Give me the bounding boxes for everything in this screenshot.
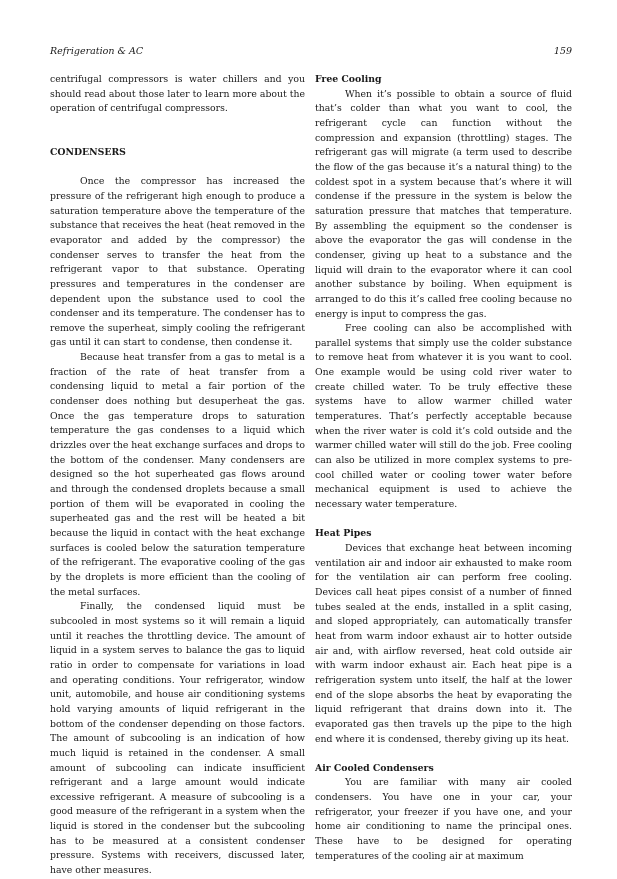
body-paragraph: Devices that exchange heat between incoming ventilation air and indoor air exhausted to make room for the ventilation air can perform free cooling. Devices call heat pipes consist of a number of finned tubes sealed at the ends, installed in a split casing, and sloped appropriately, can automatically transfer heat from warm indoor exhaust air to hotter outside air and, with airflow reversed, heat cold outside air with warm indoor exhaust air. Each heat pipe is a refrigeration system unto itself, the half at the lower end of the slope absorbs the heat by evaporating the liquid refrigerant that drains down into it. The evaporated gas then travels up the pipe to the high end where it is condensed, thereby giving up its heat.: [315, 542, 572, 745]
intro-paragraph: centrifugal compressors is water chillers and you should read about those later to learn more about the operation of centrifugal compressors.: [50, 74, 305, 115]
running-title: Refrigeration & AC: [50, 46, 144, 57]
section-heading-free-cooling: Free Cooling: [315, 74, 382, 85]
section-heading-air-cooled-condensers: Air Cooled Condensers: [315, 762, 434, 774]
section-heading-condensers: CONDENSERS: [50, 146, 126, 158]
page-number: 159: [553, 46, 572, 57]
section-heading-heat-pipes: Heat Pipes: [315, 528, 372, 540]
body-paragraph: Once the compressor has increased the pressure of the refrigerant high enough to produce a saturation temperature above the temperature of the substance that receives the heat (heat removed in the evaporator and added by the compressor) the condenser serves to transfer the heat from the refrigerant vapor to that substance. Operating pressures and temperatures in the condenser are dependent upon the substance used to cool the condenser and its temperature. The condenser has to remove the superheat, simply cooling the refrigerant gas until it can start to condense, then condense it.: [50, 176, 305, 349]
body-paragraph: Free cooling can also be accomplished with parallel systems that simply use the colder substance to remove heat from whatever it is you want to cool. One example would be using cold river water to create chilled water. To be truly effective these systems have to allow warmer chilled water temperatures. That’s perfectly acceptable because when the river water is cold it’s cold outside and the warmer chilled water will still do the job. Free cooling can also be utilized in more complex systems to pre-cool chilled water or cooling tower water before mechanical equipment is used to achieve the necessary water temperature.: [315, 323, 572, 511]
body-paragraph: Finally, the condensed liquid must be subcooled in most systems so it will remain a liquid until it reaches the throttling device. The amount of liquid in a system serves to balance the gas to liquid ratio in order to compensate for variations in load and operating conditions. Your refrigerator, window unit, automobile, and house air conditioning systems hold varying amounts of liquid refrigerant in the bottom of the condenser depending on those factors. The amount of subcooling is an indication of how much liquid is retained in the condenser. A small amount of subcooling can indicate insufficient refrigerant and a large amount would indicate excessive refrigerant. A measure of subcooling is a good measure of the refrigerant in a system when the liquid is stored in the condenser but the subcooling has to be measured at a consistent condenser pressure. Systems with receivers, discussed later, have other measures.: [50, 601, 305, 877]
body-paragraph: Because heat transfer from a gas to metal is a fraction of the rate of heat transfer from a condensing liquid to metal a fair portion of the condenser does nothing but desuperheat the gas. Once the gas temperature drops to saturation temperature the gas condenses to a liquid which drizzles over the heat exchange surfaces and drops to the bottom of the condenser. Many condensers are designed so the hot superheated gas flows around and through the condensed droplets because a small portion of them will be evaporated in cooling the superheated gas and the rest will be heated a bit because the liquid in contact with the heat exchange surfaces is cooled below the saturation temperature of the refrigerant. The evaporative cooling of the gas by the droplets is more efficient than the cooling of the metal surfaces.: [50, 352, 305, 598]
left-column: [50, 73, 305, 879]
body-paragraph: You are familiar with many air cooled condensers. You have one in your car, your refrigerator, your freezer if you have one, and your home air conditioning to name the principal ones. These have to be designed for operating temperatures of the cooling air at maximum: [315, 777, 572, 862]
running-header: [50, 46, 572, 60]
right-column: [315, 73, 572, 864]
body-paragraph: When it’s possible to obtain a source of fluid that’s colder than what you want to cool, the refrigerant cycle can function without the compression and expansion (throttling) stages. The refrigerant gas will migrate (a term used to describe the flow of the gas because it’s a natural thing) to the coldest spot in a system because that’s where it will condense if the pressure in the system is below the saturation pressure that matches that temperature. By assembling the equipment so the condenser is above the evaporator the gas will condense in the condenser, giving up heat to a substance and the liquid will drain to the evaporator where it can cool another substance by boiling. When equipment is arranged to do this it’s called free cooling because no energy is input to compress the gas.: [315, 88, 572, 320]
